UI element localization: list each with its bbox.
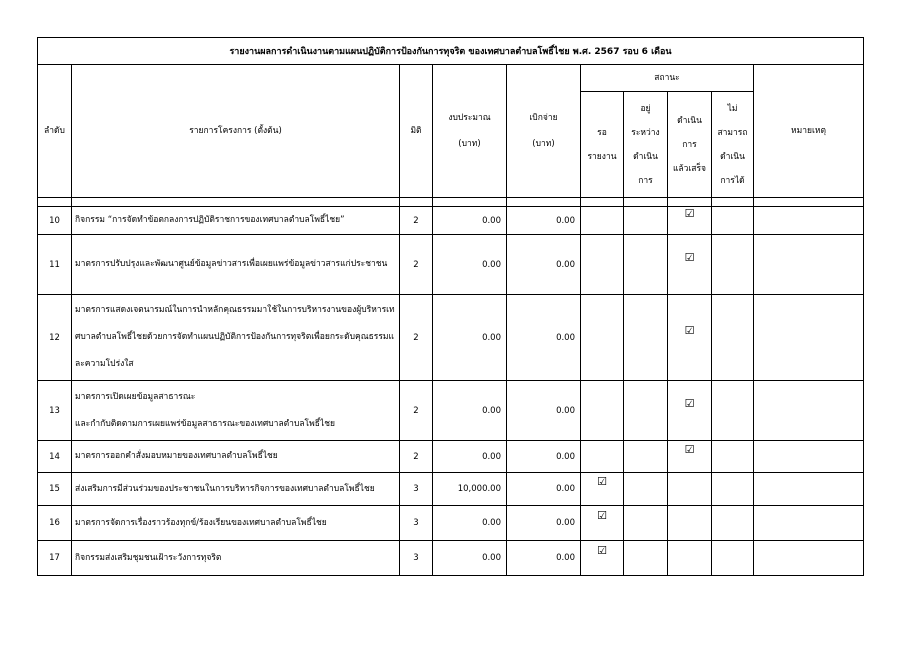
header-status-unable-line4: การได้ — [720, 175, 745, 186]
row-budget: 0.00 — [433, 441, 507, 473]
table-body — [38, 207, 864, 576]
row-status-done — [668, 473, 712, 506]
row-seq: 17 — [38, 541, 72, 576]
row-remark — [754, 207, 864, 235]
row-seq: 10 — [38, 207, 72, 235]
row-dimension: 2 — [400, 381, 433, 441]
row-spent: 0.00 — [507, 207, 581, 235]
table-row — [38, 381, 864, 441]
row-status-waiting — [581, 207, 624, 235]
row-status-waiting — [581, 235, 624, 295]
row-budget: 10,000.00 — [433, 473, 507, 506]
header-spent — [507, 65, 581, 198]
row-project-text: ส่งเสริมการมีส่วนร่วมของประชาชนในการบริหารกิจการของเทศบาลตำบลโพธิ์ไชย — [75, 483, 375, 494]
header-status-progress-line1: อยู่ — [640, 103, 651, 114]
table-row — [38, 295, 864, 381]
header-budget-line1: งบประมาณ — [448, 113, 491, 123]
header-status-waiting — [581, 92, 624, 198]
row-status-unable — [712, 473, 754, 506]
row-dimension: 2 — [400, 235, 433, 295]
row-project — [72, 235, 400, 295]
row-status-done — [668, 441, 712, 473]
header-status-progress — [624, 92, 668, 198]
row-status-progress — [624, 381, 668, 441]
row-dimension: 2 — [400, 441, 433, 473]
row-remark — [754, 473, 864, 506]
row-budget: 0.00 — [433, 207, 507, 235]
row-project — [72, 506, 400, 541]
table-row — [38, 541, 864, 576]
header-budget-line2: (บาท) — [458, 139, 481, 149]
row-spent: 0.00 — [507, 295, 581, 381]
header-status-done — [668, 92, 712, 198]
row-remark — [754, 235, 864, 295]
checkbox-checked-icon: ☑ — [684, 206, 695, 220]
row-status-progress — [624, 441, 668, 473]
row-remark — [754, 506, 864, 541]
checkbox-checked-icon: ☑ — [597, 475, 607, 488]
row-spent: 0.00 — [507, 473, 581, 506]
row-dimension: 3 — [400, 506, 433, 541]
row-status-unable — [712, 295, 754, 381]
header-remark: หมายเหตุ — [754, 65, 864, 198]
row-remark — [754, 381, 864, 441]
table-row — [38, 207, 864, 235]
row-status-unable — [712, 541, 754, 576]
row-status-waiting — [581, 541, 624, 576]
row-spent: 0.00 — [507, 506, 581, 541]
header-spent-line2: (บาท) — [532, 139, 555, 149]
row-seq: 14 — [38, 441, 72, 473]
header-seq: ลำดับ — [38, 65, 72, 198]
header-status-progress-line2: ระหว่าง — [631, 127, 660, 138]
row-project — [72, 541, 400, 576]
row-budget: 0.00 — [433, 381, 507, 441]
row-dimension: 2 — [400, 207, 433, 235]
row-status-waiting — [581, 441, 624, 473]
report-title: รายงานผลการดำเนินงานตามแผนปฏิบัติการป้องกันการทุจริต ของเทศบาลตำบลโพธิ์ไชย พ.ศ. 2567 รอบ 6 เดือน — [38, 38, 864, 65]
row-status-progress — [624, 235, 668, 295]
row-project — [72, 381, 400, 441]
row-project-text: มาตรการจัดการเรื่องราวร้องทุกข์/ร้องเรียนของเทศบาลตำบลโพธิ์ไชย — [75, 517, 327, 528]
row-budget: 0.00 — [433, 506, 507, 541]
row-project — [72, 207, 400, 235]
row-project-text-line2: และกำกับติดตามการเผยแพร่ข้อมูลสาธารณะของเทศบาลตำบลโพธิ์ไชย — [75, 418, 335, 429]
row-project-text: กิจกรรมส่งเสริมชุมชนเฝ้าระวังการทุจริต — [75, 552, 222, 563]
header-project: รายการโครงการ (ตั้งต้น) — [72, 65, 400, 198]
row-status-done — [668, 235, 712, 295]
row-budget: 0.00 — [433, 295, 507, 381]
row-remark — [754, 541, 864, 576]
checkbox-checked-icon: ☑ — [684, 442, 695, 456]
row-spent: 0.00 — [507, 235, 581, 295]
row-project-text: มาตรการออกคำสั่งมอบหมายของเทศบาลตำบลโพธิ์ไชย — [75, 451, 278, 461]
header-budget — [433, 65, 507, 198]
row-status-done — [668, 541, 712, 576]
checkbox-checked-icon: ☑ — [684, 250, 695, 264]
row-remark — [754, 441, 864, 473]
row-status-unable — [712, 381, 754, 441]
row-status-progress — [624, 506, 668, 541]
row-status-waiting — [581, 381, 624, 441]
table-row — [38, 235, 864, 295]
checkbox-checked-icon: ☑ — [597, 509, 607, 522]
row-status-progress — [624, 207, 668, 235]
row-project-text: มาตรการแสดงเจตนารมณ์ในการนำหลักคุณธรรมมาใช้ในการบริหารงานของผู้บริหารเทศบาลตำบลโพธิ์ไชยด้วยการจัดทำแผนปฏิบัติการป้องกันการทุจริตเพื่อยกระดับคุณธรรมและความโปร่งใส — [75, 305, 395, 369]
row-project — [72, 441, 400, 473]
header-dimension: มิติ — [400, 65, 433, 198]
row-status-waiting — [581, 506, 624, 541]
row-dimension: 3 — [400, 473, 433, 506]
table-row — [38, 441, 864, 473]
row-status-unable — [712, 506, 754, 541]
checkbox-checked-icon: ☑ — [684, 323, 695, 337]
row-spent: 0.00 — [507, 381, 581, 441]
header-gap — [38, 198, 864, 207]
header-status-done-line1: ดำเนิน — [677, 115, 702, 126]
row-project-text: กิจกรรม “การจัดทำข้อตกลงการปฏิบัติราชการของเทศบาลตำบลโพธิ์ไชย” — [75, 215, 345, 225]
row-status-done — [668, 506, 712, 541]
header-spent-line1: เบิกจ่าย — [529, 113, 558, 123]
row-status-done — [668, 207, 712, 235]
row-dimension: 2 — [400, 295, 433, 381]
checkbox-checked-icon: ☑ — [597, 544, 607, 557]
row-status-unable — [712, 235, 754, 295]
row-status-progress — [624, 541, 668, 576]
row-status-done — [668, 295, 712, 381]
row-seq: 15 — [38, 473, 72, 506]
row-seq: 11 — [38, 235, 72, 295]
row-project — [72, 295, 400, 381]
header-status-waiting-line1: รอ — [597, 127, 607, 138]
report-table — [37, 37, 864, 576]
header-status: สถานะ — [581, 65, 754, 92]
header-status-done-line2: การ — [682, 139, 697, 150]
row-status-waiting — [581, 295, 624, 381]
row-dimension: 3 — [400, 541, 433, 576]
row-remark — [754, 295, 864, 381]
row-status-done — [668, 381, 712, 441]
row-seq: 13 — [38, 381, 72, 441]
header-status-unable-line2: สามารถ — [717, 127, 748, 138]
row-seq: 16 — [38, 506, 72, 541]
row-spent: 0.00 — [507, 541, 581, 576]
header-status-progress-line4: การ — [638, 175, 653, 186]
header-status-unable-line1: ไม่ — [727, 103, 738, 114]
row-budget: 0.00 — [433, 235, 507, 295]
row-status-unable — [712, 441, 754, 473]
row-project — [72, 473, 400, 506]
row-status-progress — [624, 473, 668, 506]
table-row — [38, 473, 864, 506]
header-status-unable-line3: ดำเนิน — [720, 151, 745, 162]
row-project-text: มาตรการเปิดเผยข้อมูลสาธารณะ — [75, 391, 196, 402]
header-status-done-line3: แล้วเสร็จ — [672, 163, 707, 174]
row-seq: 12 — [38, 295, 72, 381]
header-status-waiting-line2: รายงาน — [587, 151, 617, 162]
row-spent: 0.00 — [507, 441, 581, 473]
row-status-waiting — [581, 473, 624, 506]
row-budget: 0.00 — [433, 541, 507, 576]
header-status-unable — [712, 92, 754, 198]
row-status-progress — [624, 295, 668, 381]
table-row — [38, 506, 864, 541]
checkbox-checked-icon: ☑ — [684, 396, 695, 410]
row-status-unable — [712, 207, 754, 235]
row-project-text: มาตรการปรับปรุงและพัฒนาศูนย์ข้อมูลข่าวสารเพื่อเผยแพร่ข้อมูลข่าวสารแก่ประชาชน — [75, 259, 388, 269]
header-status-progress-line3: ดำเนิน — [633, 151, 658, 162]
